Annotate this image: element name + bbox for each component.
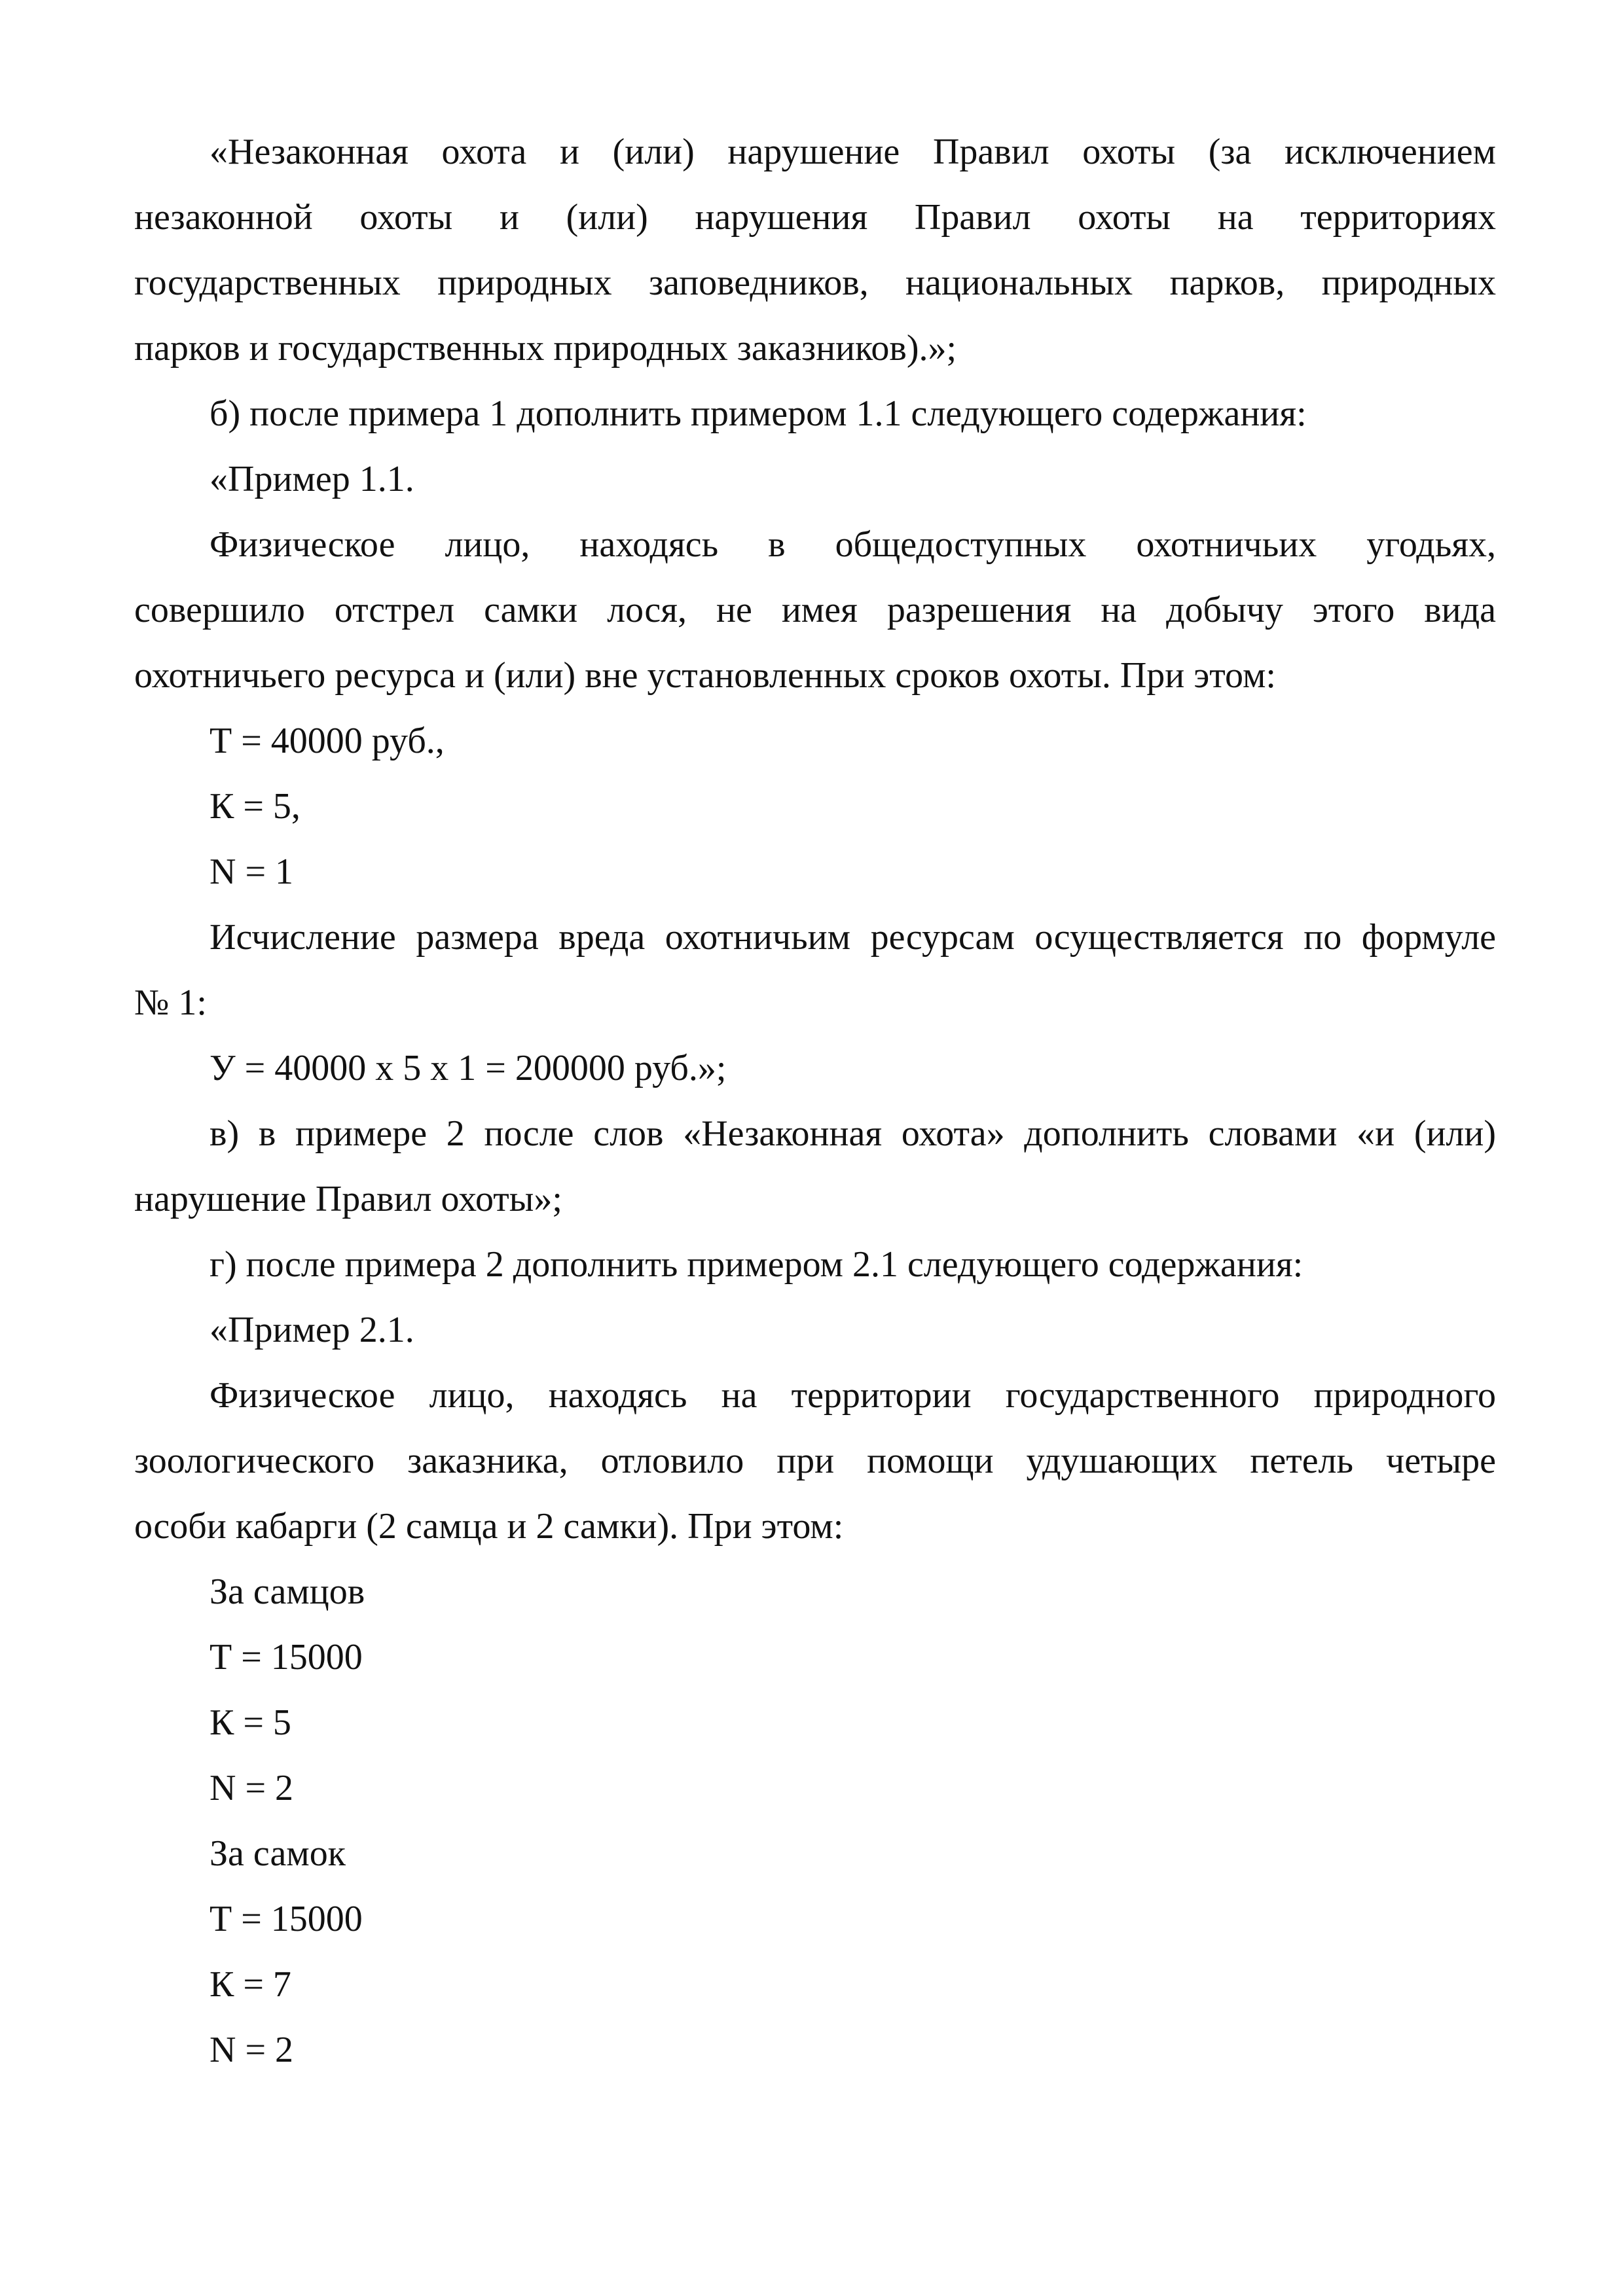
paragraph-line: Физическое лицо, находясь на территории государственного природного [210, 1375, 1496, 1416]
paragraph-line: в) в примере 2 после слов «Незаконная охота» дополнить словами «и (или) [210, 1113, 1496, 1154]
paragraph-line: зоологического заказника, отловило при помощи удушающих петель четыре [134, 1441, 1496, 1481]
formula-line: Т = 40000 руб., [210, 721, 445, 761]
formula-line: Т = 15000 [210, 1637, 363, 1677]
formula-line: К = 7 [210, 1964, 291, 2005]
formula-line: У = 40000 x 5 x 1 = 200000 руб.»; [210, 1048, 727, 1088]
formula-line: К = 5 [210, 1702, 291, 1743]
paragraph-line: охотничьего ресурса и (или) вне установленных сроков охоты. При этом: [134, 655, 1276, 696]
paragraph-line: б) после примера 1 дополнить примером 1.1 следующего содержания: [210, 393, 1307, 434]
paragraph-line: Исчисление размера вреда охотничьим ресурсам осуществляется по формуле [210, 917, 1496, 958]
paragraph-line: парков и государственных природных заказников).»; [134, 328, 957, 368]
paragraph-line: государственных природных заповедников, национальных парков, природных [134, 262, 1496, 303]
paragraph-line: Физическое лицо, находясь в общедоступных охотничьих угодьях, [210, 524, 1496, 565]
subheading-line: За самцов [210, 1571, 365, 1612]
formula-line: Т = 15000 [210, 1899, 363, 1939]
formula-line: К = 5, [210, 786, 301, 827]
formula-line: N = 2 [210, 2030, 294, 2070]
formula-line: N = 2 [210, 1768, 294, 1808]
formula-line: N = 1 [210, 852, 294, 892]
paragraph-line: незаконной охоты и (или) нарушения Правил охоты на территориях [134, 197, 1496, 238]
subheading-line: За самок [210, 1833, 346, 1874]
paragraph-line: № 1: [134, 982, 207, 1023]
example-heading: «Пример 2.1. [210, 1310, 414, 1350]
paragraph-line: нарушение Правил охоты»; [134, 1179, 562, 1219]
paragraph-line: совершило отстрел самки лося, не имея разрешения на добычу этого вида [134, 590, 1496, 630]
example-heading: «Пример 1.1. [210, 459, 414, 499]
paragraph-line: «Незаконная охота и (или) нарушение Правил охоты (за исключением [210, 132, 1496, 172]
paragraph-line: г) после примера 2 дополнить примером 2.1 следующего содержания: [210, 1244, 1304, 1285]
paragraph-line: особи кабарги (2 самца и 2 самки). При этом: [134, 1506, 844, 1547]
